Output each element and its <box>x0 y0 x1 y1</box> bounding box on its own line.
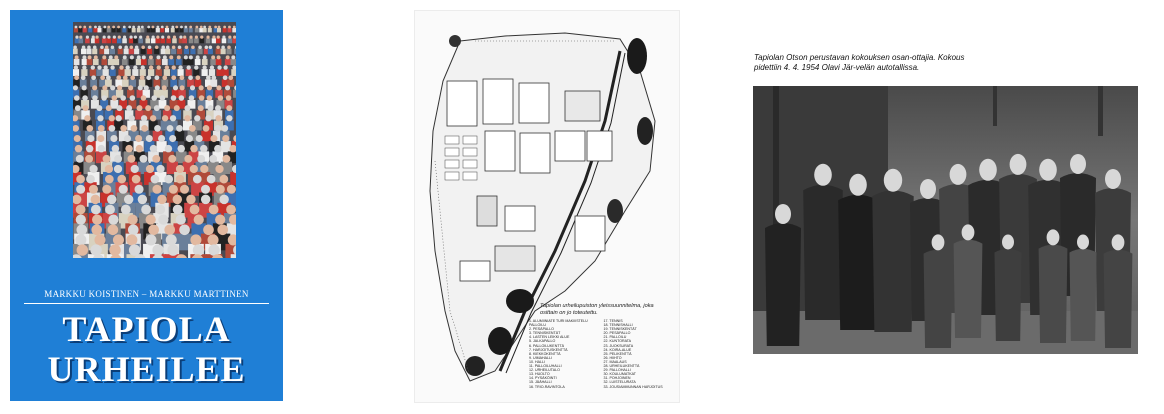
legend-item: 1. ALUMIINIATE TURI MAKIIISTELU PALLOILU <box>529 319 588 328</box>
cover-title-line1: TAPIOLA <box>62 309 231 349</box>
group-photo-image <box>753 86 1138 354</box>
cover-authors: MARKKU KOISTINEN – MARKKU MARTTINEN <box>44 289 249 299</box>
map-legend <box>529 319 674 389</box>
legend-item: 30. KOULUMATKAT <box>603 372 636 377</box>
legend-item: 32. LUISTELURATA <box>603 380 636 385</box>
legend-item: 24. KOIRA-ALUE <box>603 347 632 352</box>
legend-item: 12. URHEILUTALO <box>529 368 560 373</box>
legend-item: 20. PESÄPALLO <box>603 331 631 336</box>
legend-item: 10. HALLI <box>529 359 545 364</box>
map-page <box>414 10 680 403</box>
cover-divider <box>24 303 269 304</box>
legend-item: 23. JUOKSURATA <box>603 343 634 348</box>
legend-item: 5. JALKAPALLO <box>529 339 556 344</box>
legend-item: 19. TENNISKENTÄT <box>603 327 637 332</box>
legend-item: 25. PELIKENTTÄ <box>603 351 632 356</box>
legend-item: 26. HIIHTO <box>603 355 622 360</box>
legend-item: 6. PALLOILUKENTTÄ <box>529 343 565 348</box>
map-caption: Tapiolan urheilupuiston yleissuunnitelma, joka osittain on jo toteutettu. <box>540 303 654 316</box>
legend-item: 33. JOUSIAMMUNNAN HARJOITUS <box>603 384 663 389</box>
legend-item: 8. KIEKKOKENTTÄ <box>529 351 561 356</box>
legend-item: 28. URHEILUKENTTÄ <box>603 364 640 369</box>
group-photo <box>753 86 1138 354</box>
legend-item: 31. POHJOINEN <box>603 376 631 381</box>
cover-title-line2: URHEILEE <box>47 349 246 389</box>
legend-item: 3. TENNISKENTÄT <box>529 331 561 336</box>
legend-item: 13. HUOLTO <box>529 372 550 377</box>
photo-caption: Tapiolan Otson perustavan kokouksen osan-ottajia. Kokous pidettiin 4. 4. 1954 Olavi Jär-velän autotallissa. <box>754 53 965 72</box>
legend-item: 9. UIMAHALLI <box>529 355 552 360</box>
legend-item: 22. KUNTORATA <box>603 339 632 344</box>
legend-item: 4. LASTEN LEIKKI ALUE <box>529 335 570 340</box>
legend-item: 27. MAALAUS <box>603 359 627 364</box>
legend-item: 16. TRIO-RAVINTOLA <box>529 384 565 389</box>
legend-item: 17. TENNIS <box>603 319 623 323</box>
legend-item: 14. PYSÄKÖINTI <box>529 376 557 381</box>
book-cover <box>10 10 283 401</box>
runners-crowd-image <box>73 22 236 258</box>
cover-photo-runners <box>73 22 236 258</box>
legend-item: 18. TENNISHALLI <box>603 323 633 328</box>
legend-item: 21. PALLOILU <box>603 335 627 340</box>
legend-item: 29. PALLOHALLI <box>603 368 631 373</box>
legend-item: 15. JÄÄHALLI <box>529 380 552 385</box>
legend-item: 7. HARJOITUSKENTTÄ <box>529 347 568 352</box>
legend-item: 11. PALLOILUHALLI <box>529 364 562 369</box>
legend-item: 2. PESÄPALLO <box>529 327 554 332</box>
